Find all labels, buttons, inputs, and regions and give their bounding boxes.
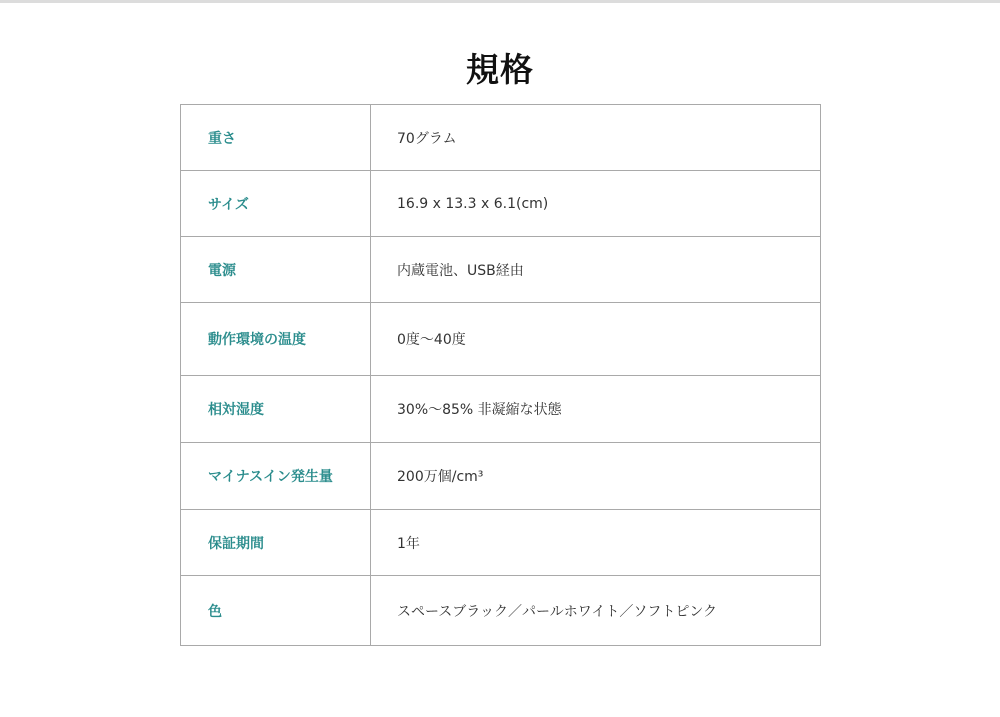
table-row: [181, 443, 821, 510]
spec-value-negative-ions: 200万個/cm³: [371, 443, 821, 510]
spec-value-warranty: 1年: [371, 510, 821, 576]
table-row: [181, 171, 821, 237]
spec-value-operating-temperature: 0度〜40度: [371, 303, 821, 376]
spec-label-power: 電源: [181, 237, 371, 303]
page-title: 規格: [466, 50, 534, 90]
spec-value-humidity: 30%〜85% 非凝縮な状態: [371, 376, 821, 443]
spec-table: [180, 104, 821, 646]
spec-value-size: 16.9 x 13.3 x 6.1(cm): [371, 171, 821, 237]
table-row: [181, 510, 821, 576]
top-divider: [0, 0, 1000, 3]
table-row: [181, 237, 821, 303]
spec-label-size: サイズ: [181, 171, 371, 237]
table-row: [181, 105, 821, 171]
table-row: [181, 303, 821, 376]
spec-label-color: 色: [181, 576, 371, 646]
spec-label-humidity: 相対湿度: [181, 376, 371, 443]
spec-label-operating-temperature: 動作環境の温度: [181, 303, 371, 376]
spec-label-weight: 重さ: [181, 105, 371, 171]
table-row: [181, 576, 821, 646]
spec-label-warranty: 保証期間: [181, 510, 371, 576]
spec-value-weight: 70グラム: [371, 105, 821, 171]
spec-value-color: スペースブラック／パールホワイト／ソフトピンク: [371, 576, 821, 646]
table-row: [181, 376, 821, 443]
spec-label-negative-ions: マイナスイン発生量: [181, 443, 371, 510]
spec-value-power: 内蔵電池、USB経由: [371, 237, 821, 303]
